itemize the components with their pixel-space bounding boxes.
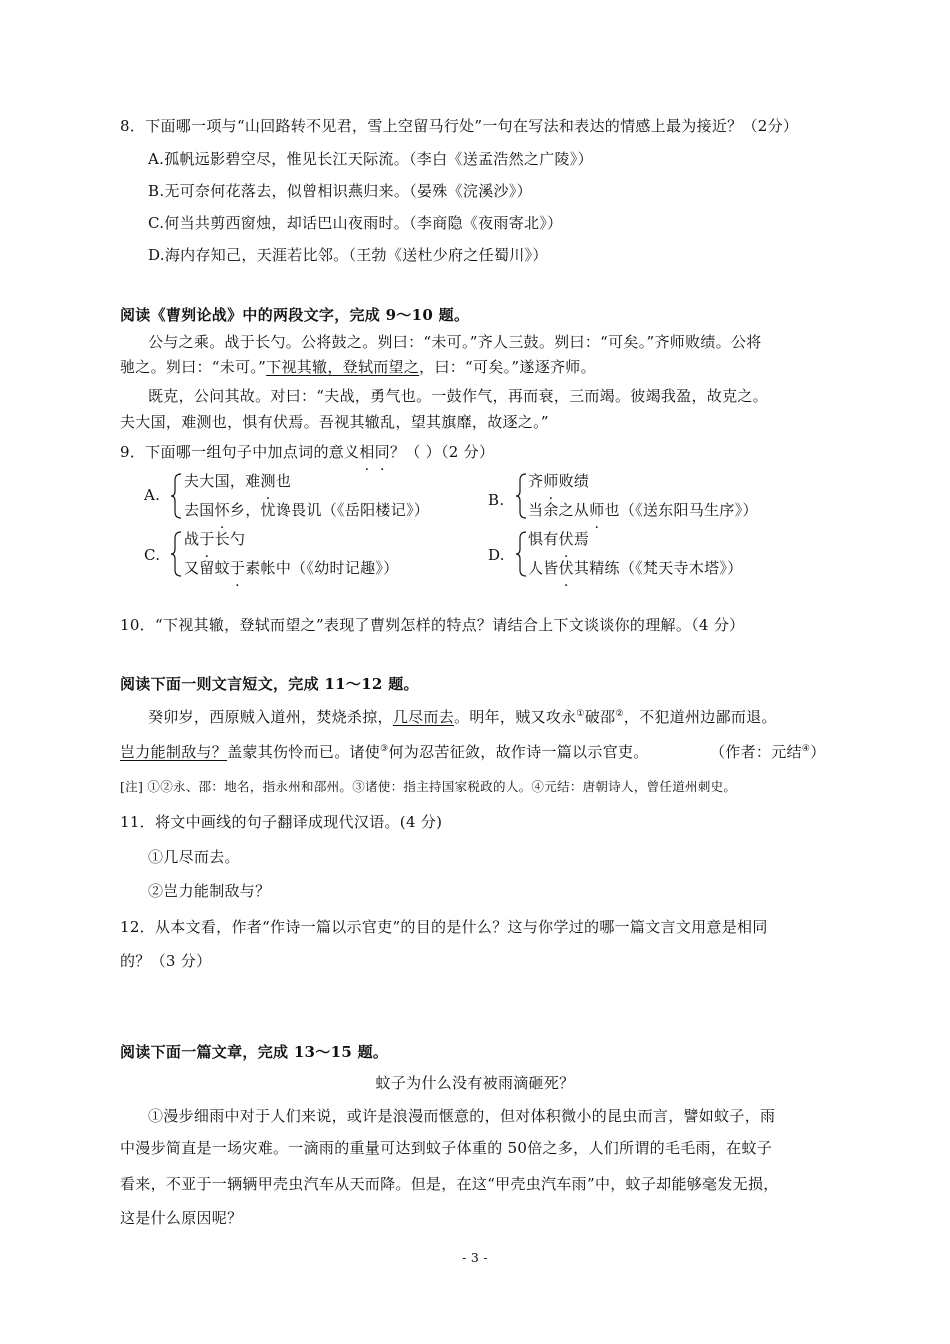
wenyan-l1-mid: 。明年，贼又攻永 xyxy=(454,708,577,726)
cao-p1-line1: 公与之乘。战于长勺。公将鼓之。刿曰：“未可。”齐人三鼓。刿曰：“可矣。”齐师败绩。公将 xyxy=(148,333,762,351)
q9-c-line2 xyxy=(184,558,399,578)
wenyan-l1-pre: 癸卯岁，西原贼入道州，焚烧杀掠， xyxy=(148,708,393,726)
wenyan-l2-mid: 盖蒙其伤怜而已。诸使 xyxy=(227,743,381,761)
q9-a2-post: 乡，忧谗畏讥（《岳阳楼记》） xyxy=(229,501,430,519)
q9-b1-pre: 齐 xyxy=(528,472,544,490)
q9-d2-dot: 伏 xyxy=(558,559,574,577)
q9-stem-dot-1: 相 xyxy=(359,443,375,461)
q9-a-line2 xyxy=(184,500,429,520)
footnote-ref-1: ① xyxy=(576,709,585,719)
wenyan-l1-mid2: 破邵 xyxy=(584,708,616,726)
q10-stem: 10．“下视其辙，登轼而望之”表现了曹刿怎样的特点？请结合上下文谈谈你的理解。（4 分） xyxy=(120,616,745,634)
footnote-ref-4: ④ xyxy=(801,744,811,754)
essay-line2: 中漫步简直是一场灾难。一滴雨的重量可达到蚊子体重的 50倍之多，人们所谓的毛毛雨，在蚊子 xyxy=(120,1139,773,1157)
q9-a2-pre: 去国 xyxy=(184,501,215,519)
q9-d1-dot: 伏 xyxy=(558,530,574,548)
wenyan-note: [注] ①②永、邵：地名，指永州和邵州。③诸使：指主持国家税政的人。④元结：唐朝诗人，曾任道州刺史。 xyxy=(120,779,737,794)
q8-option-b: B.无可奈何花落去，似曾相识燕归来。（晏殊《浣溪沙》） xyxy=(148,182,532,200)
wenyan-l1-post: ，不犯道州边鄙而退。 xyxy=(623,708,777,726)
q9-stem-post: ？（ ）（2 分） xyxy=(389,443,495,461)
footnote-ref-3: ③ xyxy=(380,744,389,754)
q9-stem-dot-2: 同 xyxy=(374,443,390,461)
q9-b-line1 xyxy=(528,471,589,491)
cao-p1-line2-post: ，曰：“可矣。”遂逐齐师。 xyxy=(419,358,596,376)
q9-b1-dot: 师 xyxy=(543,472,559,490)
q9-a1-dot: 测 xyxy=(260,472,276,490)
q9-d1-pre: 惧有 xyxy=(528,530,559,548)
q9-b-label: B. xyxy=(488,491,505,509)
wenyan-heading: 阅读下面一则文言短文，完成 11～12 题。 xyxy=(120,675,419,693)
wenyan-author xyxy=(710,742,826,762)
q9-b2-pre: 当余之从 xyxy=(528,501,590,519)
cao-p2-line1: 既克，公问其故。对曰：“夫战，勇气也。一鼓作气，再而衰，三而竭。彼竭我盈，故克之。 xyxy=(148,387,768,405)
q9-a1-post: 也 xyxy=(275,472,292,490)
essay-line4: 这是什么原因呢？ xyxy=(120,1209,243,1227)
wenyan-l2-post: 何为忍苦征敛，故作诗一篇以示官吏。 xyxy=(388,743,649,761)
q11-sentence-1: ①几尽而去。 xyxy=(148,848,240,866)
cao-p1-line2 xyxy=(120,357,596,377)
q9-c2-dot: 于 xyxy=(229,559,246,577)
q9-a-label: A. xyxy=(144,486,161,504)
q8-option-d: D.海内存知己，天涯若比邻。（王勃《送杜少府之任蜀川》） xyxy=(148,246,548,264)
q9-c2-pre: 又留蚊 xyxy=(184,559,230,577)
essay-title: 蚊子为什么没有被雨滴砸死？ xyxy=(375,1074,575,1092)
q9-c-brace xyxy=(170,530,182,578)
q11-stem: 11．将文中画线的句子翻译成现代汉语。(4 分) xyxy=(120,813,443,831)
author-close: ） xyxy=(810,743,826,761)
cao-p1-line2-pre: 驰之。刿曰：“未可。” xyxy=(120,358,267,376)
cao-underlined-phrase: 下视其辙，登轼而望之 xyxy=(266,358,420,376)
q8-stem: 8．下面哪一项与“山回路转不见君，雪上空留马行处”一句在写法和表达的情感上最为接近？（2分） xyxy=(120,117,799,135)
q9-c2-post: 素帐中（《幼时记趣》） xyxy=(245,559,399,577)
q12-line2: 的？（3 分） xyxy=(120,952,212,970)
q9-b-brace xyxy=(515,472,527,520)
q9-a2-dot: 怀 xyxy=(214,501,230,519)
wenyan-line1 xyxy=(148,707,777,727)
q9-stem-pre: 9．下面哪一组句子中加点词的意义 xyxy=(120,443,360,461)
q8-option-a: A.孤帆远影碧空尽，惟见长江天际流。（李白《送孟浩然之广陵》） xyxy=(148,150,593,168)
essay-line1: ①漫步细雨中对于人们来说，或许是浪漫而惬意的，但对体积微小的昆虫而言，譬如蚊子，雨 xyxy=(148,1107,776,1125)
q9-c1-dot: 于 xyxy=(199,530,215,548)
q11-sentence-2: ②岂力能制敌与？ xyxy=(148,882,271,900)
q9-a-brace xyxy=(170,472,182,520)
q9-d-line1 xyxy=(528,529,589,549)
q9-b-line2 xyxy=(528,500,758,520)
q9-d1-post: 焉 xyxy=(573,530,590,548)
q9-c1-post: 长勺 xyxy=(214,530,246,548)
essay-line3: 看来，不亚于一辆辆甲壳虫汽车从天而降。但是，在这“甲壳虫汽车雨”中，蚊子却能够毫发无损， xyxy=(120,1175,779,1193)
author-label: （作者：元结 xyxy=(710,743,802,761)
q9-b2-post: 也（《送东阳马生序》） xyxy=(604,501,758,519)
q9-d-line2 xyxy=(528,558,743,578)
q9-a-line1 xyxy=(184,471,291,491)
q9-d2-pre: 人皆 xyxy=(528,559,559,577)
q9-d2-post: 其精练（《梵天寺木塔》） xyxy=(573,559,743,577)
essay-heading: 阅读下面一篇文章，完成 13～15 题。 xyxy=(120,1043,389,1061)
cao-p2-line2: 夫大国，难测也，惧有伏焉。吾视其辙乱，望其旗靡，故逐之。” xyxy=(120,413,549,431)
page-number: - 3 - xyxy=(462,1250,488,1265)
q9-c1-pre: 战 xyxy=(184,530,200,548)
wenyan-line2 xyxy=(120,742,649,762)
wenyan-underlined-2: 岂力能制敌与？ xyxy=(120,743,228,761)
q9-c-label: C. xyxy=(144,546,161,564)
q9-b2-dot: 师 xyxy=(589,501,605,519)
q9-stem xyxy=(120,442,494,462)
q8-option-c: C.何当共剪西窗烛，却话巴山夜雨时。（李商隐《夜雨寄北》） xyxy=(148,214,563,232)
q9-b1-post: 败绩 xyxy=(558,472,590,490)
cao-heading: 阅读《曹刿论战》中的两段文字，完成 9～10 题。 xyxy=(120,306,470,324)
wenyan-underlined-1: 几尽而去 xyxy=(392,708,455,726)
q9-a1-pre: 夫大国，难 xyxy=(184,472,261,490)
q9-c-line1 xyxy=(184,529,245,549)
q12-line1: 12．从本文看，作者“作诗一篇以示官吏”的目的是什么？这与你学过的哪一篇文言文用意是相同 xyxy=(120,918,768,936)
q9-d-brace xyxy=(515,530,527,578)
q9-d-label: D. xyxy=(488,546,505,564)
footnote-ref-2: ② xyxy=(615,709,624,719)
